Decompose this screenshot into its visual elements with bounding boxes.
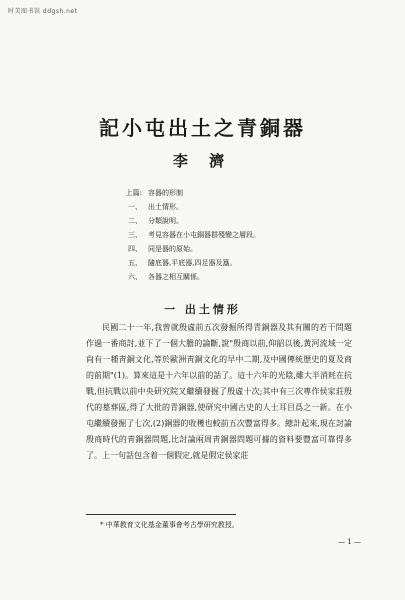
toc-item-number: 二、 bbox=[128, 217, 142, 225]
toc-item bbox=[112, 228, 260, 242]
toc-item-number: 六、 bbox=[128, 273, 142, 281]
toc-item bbox=[112, 214, 260, 228]
author-name: 李 濟 bbox=[172, 152, 233, 170]
toc-item-text: 同是器的原始。 bbox=[148, 245, 197, 253]
article-title: 記小屯出土之青銅器 bbox=[99, 116, 306, 140]
toc-item bbox=[112, 270, 260, 284]
toc-item-text: 出土情形。 bbox=[148, 203, 183, 211]
toc-item-number: 一、 bbox=[128, 203, 142, 211]
toc-item-text: 分類說明。 bbox=[148, 217, 183, 225]
toc-item-text: 各器之相互關係。 bbox=[148, 273, 204, 281]
toc-item-number: 上篇: bbox=[125, 189, 142, 197]
toc-item bbox=[112, 256, 260, 270]
toc-item-number: 五、 bbox=[128, 259, 142, 267]
toc-item-text: 容器的形制 bbox=[148, 189, 183, 197]
body-paragraph: 民國二十一年,我曾就殷虛前五次發掘所得青銅器及其有關的若干問題作過一番商討,並下了一個大膽的論斷,說"殷商以前,仰韶以後,黃河流域一定尙有一種靑銅文化,等於歐洲靑銅文化的早中二期,及中國傳統歷史的夏及商的前期"(1)。算來這是十六年以前的話了。這十六年的光陰,雖大半消耗在抗戰,但抗戰以前中央研究院又繼續發掘了殷虛十次;其中有三次專作侯家莊殷代的墓葬區,得了大批的青銅器,使研究中國古史的人士耳目爲之一新。在小屯繼續發掘了七次,(2)銅器的收穫也較前五次豐富得多。總計起來,現在討論殷商時代的靑銅器問題,比討論兩周靑銅器問題可據的資料要豐富可靠得多了。上一句話包含着一個假定,就是假定侯家莊 bbox=[86, 323, 352, 460]
footnote: * 中華教育文化基金董事會考古學研究教授。 bbox=[100, 521, 239, 529]
section-heading: 一 出土情形 bbox=[164, 303, 241, 316]
body-text bbox=[86, 320, 352, 464]
toc-item bbox=[112, 200, 260, 214]
toc-item bbox=[112, 242, 260, 256]
footnote-divider bbox=[86, 514, 236, 515]
toc-item-text: 考見容器在小屯銅器群殘變之層段。 bbox=[148, 231, 260, 239]
library-stamp: 时美图书馆 ddgsh.net bbox=[8, 8, 78, 15]
toc-item-number: 四、 bbox=[128, 245, 142, 253]
page-number: — 1 — bbox=[338, 538, 361, 546]
toc-item bbox=[112, 186, 260, 200]
table-of-contents bbox=[112, 186, 260, 284]
toc-item-text: 隨底器,平底器,四足器及簋。 bbox=[148, 259, 237, 267]
toc-item-number: 三、 bbox=[128, 231, 142, 239]
